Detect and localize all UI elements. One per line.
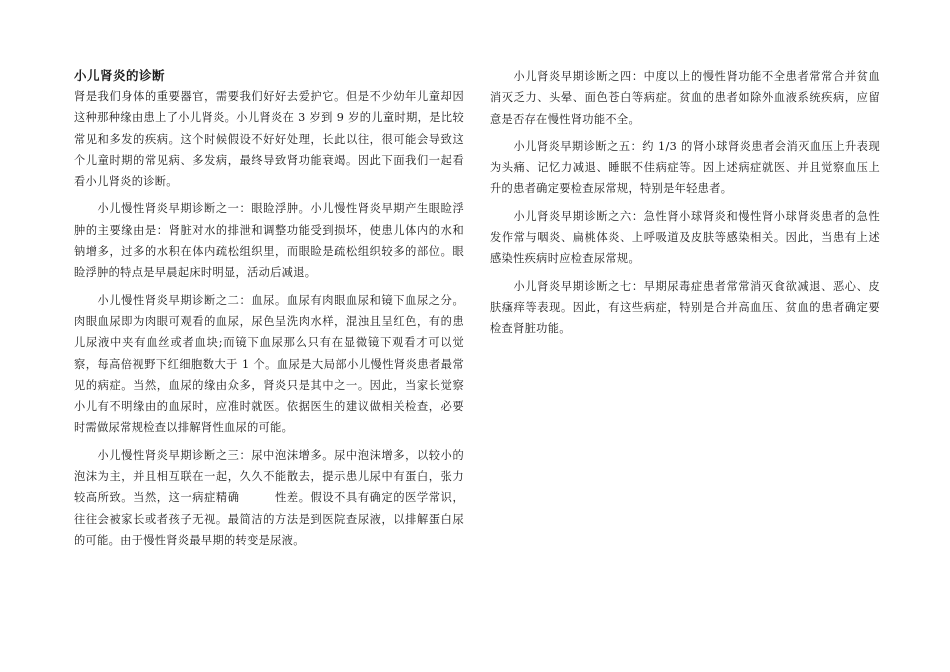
diagnosis-paragraph-6: 小儿肾炎早期诊断之六：急性肾小球肾炎和慢性肾小球肾炎患者的急性发作常与咽炎、扁桃体炎、上呼吸道及皮肤等感染相关。因此，当患有上述感染性疾病时应检查尿常规。 — [490, 209, 880, 266]
right-column — [490, 66, 880, 340]
diagnosis-paragraph-4: 小儿肾炎早期诊断之四：中度以上的慢性肾功能不全患者常常合并贫血消灭乏力、头晕、面色苍白等病症。贫血的患者如除外血液系统疾病，应留意是否存在慢性肾功能不全。 — [490, 70, 880, 126]
diagnosis-paragraph-5: 小儿肾炎早期诊断之五：约 1/3 的肾小球肾炎患者会消灭血压上升表现为头痛、记忆力减退、睡眠不佳病症等。因上述病症就医、并且觉察血压上升的患者确定要检查尿常规，特别是年轻患者。 — [490, 139, 880, 196]
intro-paragraph: 肾是我们身体的重要器官，需要我们好好去爱护它。但是不少幼年儿童却因这种那种缘由患上了小儿肾炎。小儿肾炎在 3 岁到 9 岁的儿童时期，是比较常见和多发的疾病。这个时候假设不好好处理，长此以往，很可能会导致这个儿童时期的常见病、多发病，最终导致肾功能衰竭。因此下面我们一起看看小儿肾炎的诊断。 — [74, 90, 464, 189]
diagnosis-paragraph-2: 小儿慢性肾炎早期诊断之二：血尿。血尿有肉眼血尿和镜下血尿之分。肉眼血尿即为肉眼可观看的血尿，尿色呈洗肉水样，混浊且呈红色，有的患儿尿液中夹有血丝或者血块;而镜下血尿那么只有在显微镜下观看才可以觉察，每高倍视野下红细胞数大于 1 个。血尿是大局部小儿慢性肾炎患者最常见的病症。当然，血尿的缘由众多，肾炎只是其中之一。因此，当家长觉察小儿有不明缘由的血尿时，应准时就医。依据医生的建议做相关检查，必要时需做尿常规检查以排解肾性血尿的可能。 — [74, 293, 464, 435]
diagnosis-paragraph-7: 小儿肾炎早期诊断之七：早期尿毒症患者常常消灭食欲减退、恶心、皮肤瘙痒等表现。因此，有这些病症，特别是合并高血压、贫血的患者确定要检查肾脏功能。 — [490, 279, 880, 336]
document-title: 小儿肾炎的诊断 — [74, 68, 166, 83]
diagnosis-paragraph-3: 小儿慢性肾炎早期诊断之三：尿中泡沫增多。尿中泡沫增多，以较小的泡沫为主，并且相互联在一起，久久不能散去，提示患儿尿中有蛋白，张力较高所致。当然，这一病症精确 性差。假设不具有确定的医学常识，往往会被家长或者孩子无视。最简洁的方法是到医院查尿液，以排解蛋白尿的可能。由于慢性肾炎最早期的转变是尿液。 — [74, 448, 464, 547]
diagnosis-paragraph-1: 小儿慢性肾炎早期诊断之一：眼睑浮肿。小儿慢性肾炎早期产生眼睑浮肿的主要缘由是：肾脏对水的排泄和调整功能受到损坏，使患儿体内的水和钠增多，过多的水积在体内疏松组织里，而眼睑是疏松组织较多的部位。眼睑浮肿的特点是早晨起床时明显，活动后减退。 — [74, 202, 464, 280]
left-column — [74, 66, 464, 551]
